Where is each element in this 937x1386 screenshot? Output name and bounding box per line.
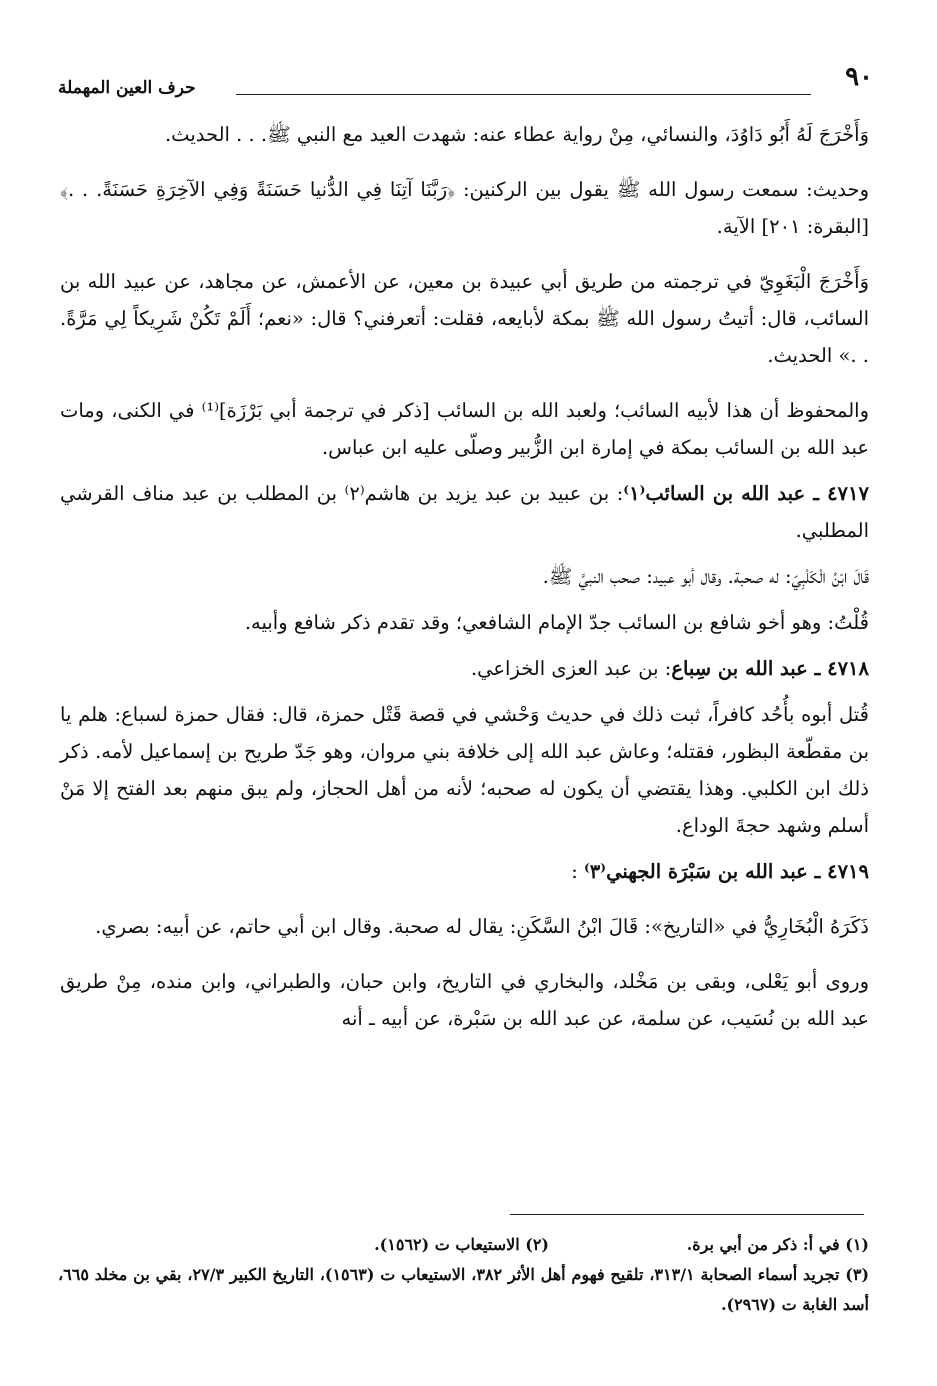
paragraph: وحديث: سمعت رسول الله ﷺ يقول بين الركنين: ﴿رَبَّنَا آتِنَا فِي الدُّنيا حَسَنَةً وَفِي الآخِرَةِ حَسَنَةً. . .﴾ [البقرة: ٢٠١] الآية. bbox=[60, 178, 869, 238]
footnote-rule bbox=[510, 1214, 864, 1215]
paragraph-bukhari: ذَكَرَهُ الْبُخَارِيُّ في «التاريخ»: قَالَ ابْنُ السَّكَنِ: يقال له صحبة. وقال ابن أبي حاتم، عن أبيه: بصري. bbox=[95, 915, 869, 938]
footnote-3: (٣) تجريد أسماء الصحابة ٣١٣/١، تلقيح فهوم أهل الأثر ٣٨٢، الاستيعاب ت (١٥٦٣)، التاريخ الكبير ٢٧/٣، بقي بن مخلد ٦٦٥، أسد الغابة ت (٢٩٦٧). bbox=[58, 1265, 870, 1314]
paragraph-qutila: قُتل أبوه بأُحُد كافراً، ثبت ذلك في حديث وَحْشي في قصة قَتْل حمزة، قال: فقال حمزة لسباع: هلم يا بن مقطّعة البظور، فقتله؛ وعاش عبد الله إلى خلافة بني مروان، وهو جَدّ طريح بن إسماعيل لأمه. ذكر ذلك ابن الكلبي. وهذا يقتضي أن يكون له صحبه؛ لأنه من أهل الحجاز، ولم يبق منهم بعد الفتح إلا مَنْ أسلم وشهد حجةَ الوداع. bbox=[60, 703, 869, 837]
paragraph-kalbi: قَالَ ابْنُ الْكَلْبِيّ: له صحبة. وقال أبو عبيد: صحب النبيَّ ﷺ. bbox=[542, 565, 869, 588]
paragraph: وَأَخْرَجَ الْبَغَوِيّ في ترجمته من طريق أبي عبيدة بن معين، عن الأعمش، عن مجاهد، عن عبيد الله بن السائب، قال: أتيتُ رسول الله ﷺ بمكة لأبايعه، فقلت: أتعرفني؟ قال: «نعم؛ أَلَمْ تَكُنْ شَرِيكاً لِي مَرَّةً. . .» الحديث. bbox=[60, 270, 869, 367]
footnotes bbox=[58, 1230, 869, 1320]
page-body bbox=[60, 116, 869, 1046]
entry-text: : بن عبد العزى الخزاعي. bbox=[470, 657, 672, 680]
paragraph-rawa: وروى أبو يَعْلى، وبقى بن مَخْلد، والبخاري في التاريخ، وابن حبان، والطبراني، وابن منده، مِنْ طريق عبد الله بن نُسَيب، عن سلمة، عن عبد الله بن سَبْرة، عن أبيه ـ أنه bbox=[60, 970, 869, 1030]
entry-4717 bbox=[60, 475, 869, 549]
entry-4719 bbox=[60, 853, 869, 890]
paragraph-qultu: قُلْتُ: وهو أخو شافع بن السائب جدّ الإمام الشافعي؛ وقد تقدم ذكر شافع وأبيه. bbox=[244, 611, 869, 634]
footnote-row bbox=[58, 1230, 869, 1260]
page-header bbox=[58, 62, 873, 102]
footnote-2: (٢) الاستيعاب ت (١٥٦٢). bbox=[374, 1235, 549, 1254]
entry-text: : bbox=[571, 860, 584, 883]
paragraph: وَأَخْرَجَ لَهُ أَبُو دَاوُدَ، والنسائي، مِنْ رواية عطاء عنه: شهدت العيد مع النبي ﷺ. . . الحديث. bbox=[164, 123, 869, 146]
entry-text: : بن عبيد بن عبد يزيد بن هاشم⁽٢⁾ بن المطلب بن عبد مناف القرشي المطلبي. bbox=[60, 482, 869, 542]
entry-heading: ٤٧١٩ ـ عبد الله بن سَبْرَة الجهني⁽٣⁾ bbox=[583, 860, 869, 883]
page-number: ٩٠ bbox=[845, 62, 873, 92]
entry-heading: ٤٧١٧ ـ عبد الله بن السائب⁽١⁾ bbox=[623, 482, 869, 505]
footnote-1: (١) في أ: ذكر من أبي برة. bbox=[686, 1235, 869, 1254]
entry-4718 bbox=[60, 650, 869, 687]
entry-heading: ٤٧١٨ ـ عبد الله بن سِباع bbox=[671, 657, 869, 680]
running-title: حرف العين المهملة bbox=[58, 78, 196, 98]
paragraph: والمحفوظ أن هذا لأبيه السائب؛ ولعبد الله بن السائب [ذكر في ترجمة أبي بَرْزَة]⁽¹⁾ في الكنى، ومات عبد الله بن السائب بمكة في إمارة ابن الزُّبير وصلّى عليه ابن عباس. bbox=[60, 399, 869, 459]
header-rule bbox=[236, 94, 811, 95]
